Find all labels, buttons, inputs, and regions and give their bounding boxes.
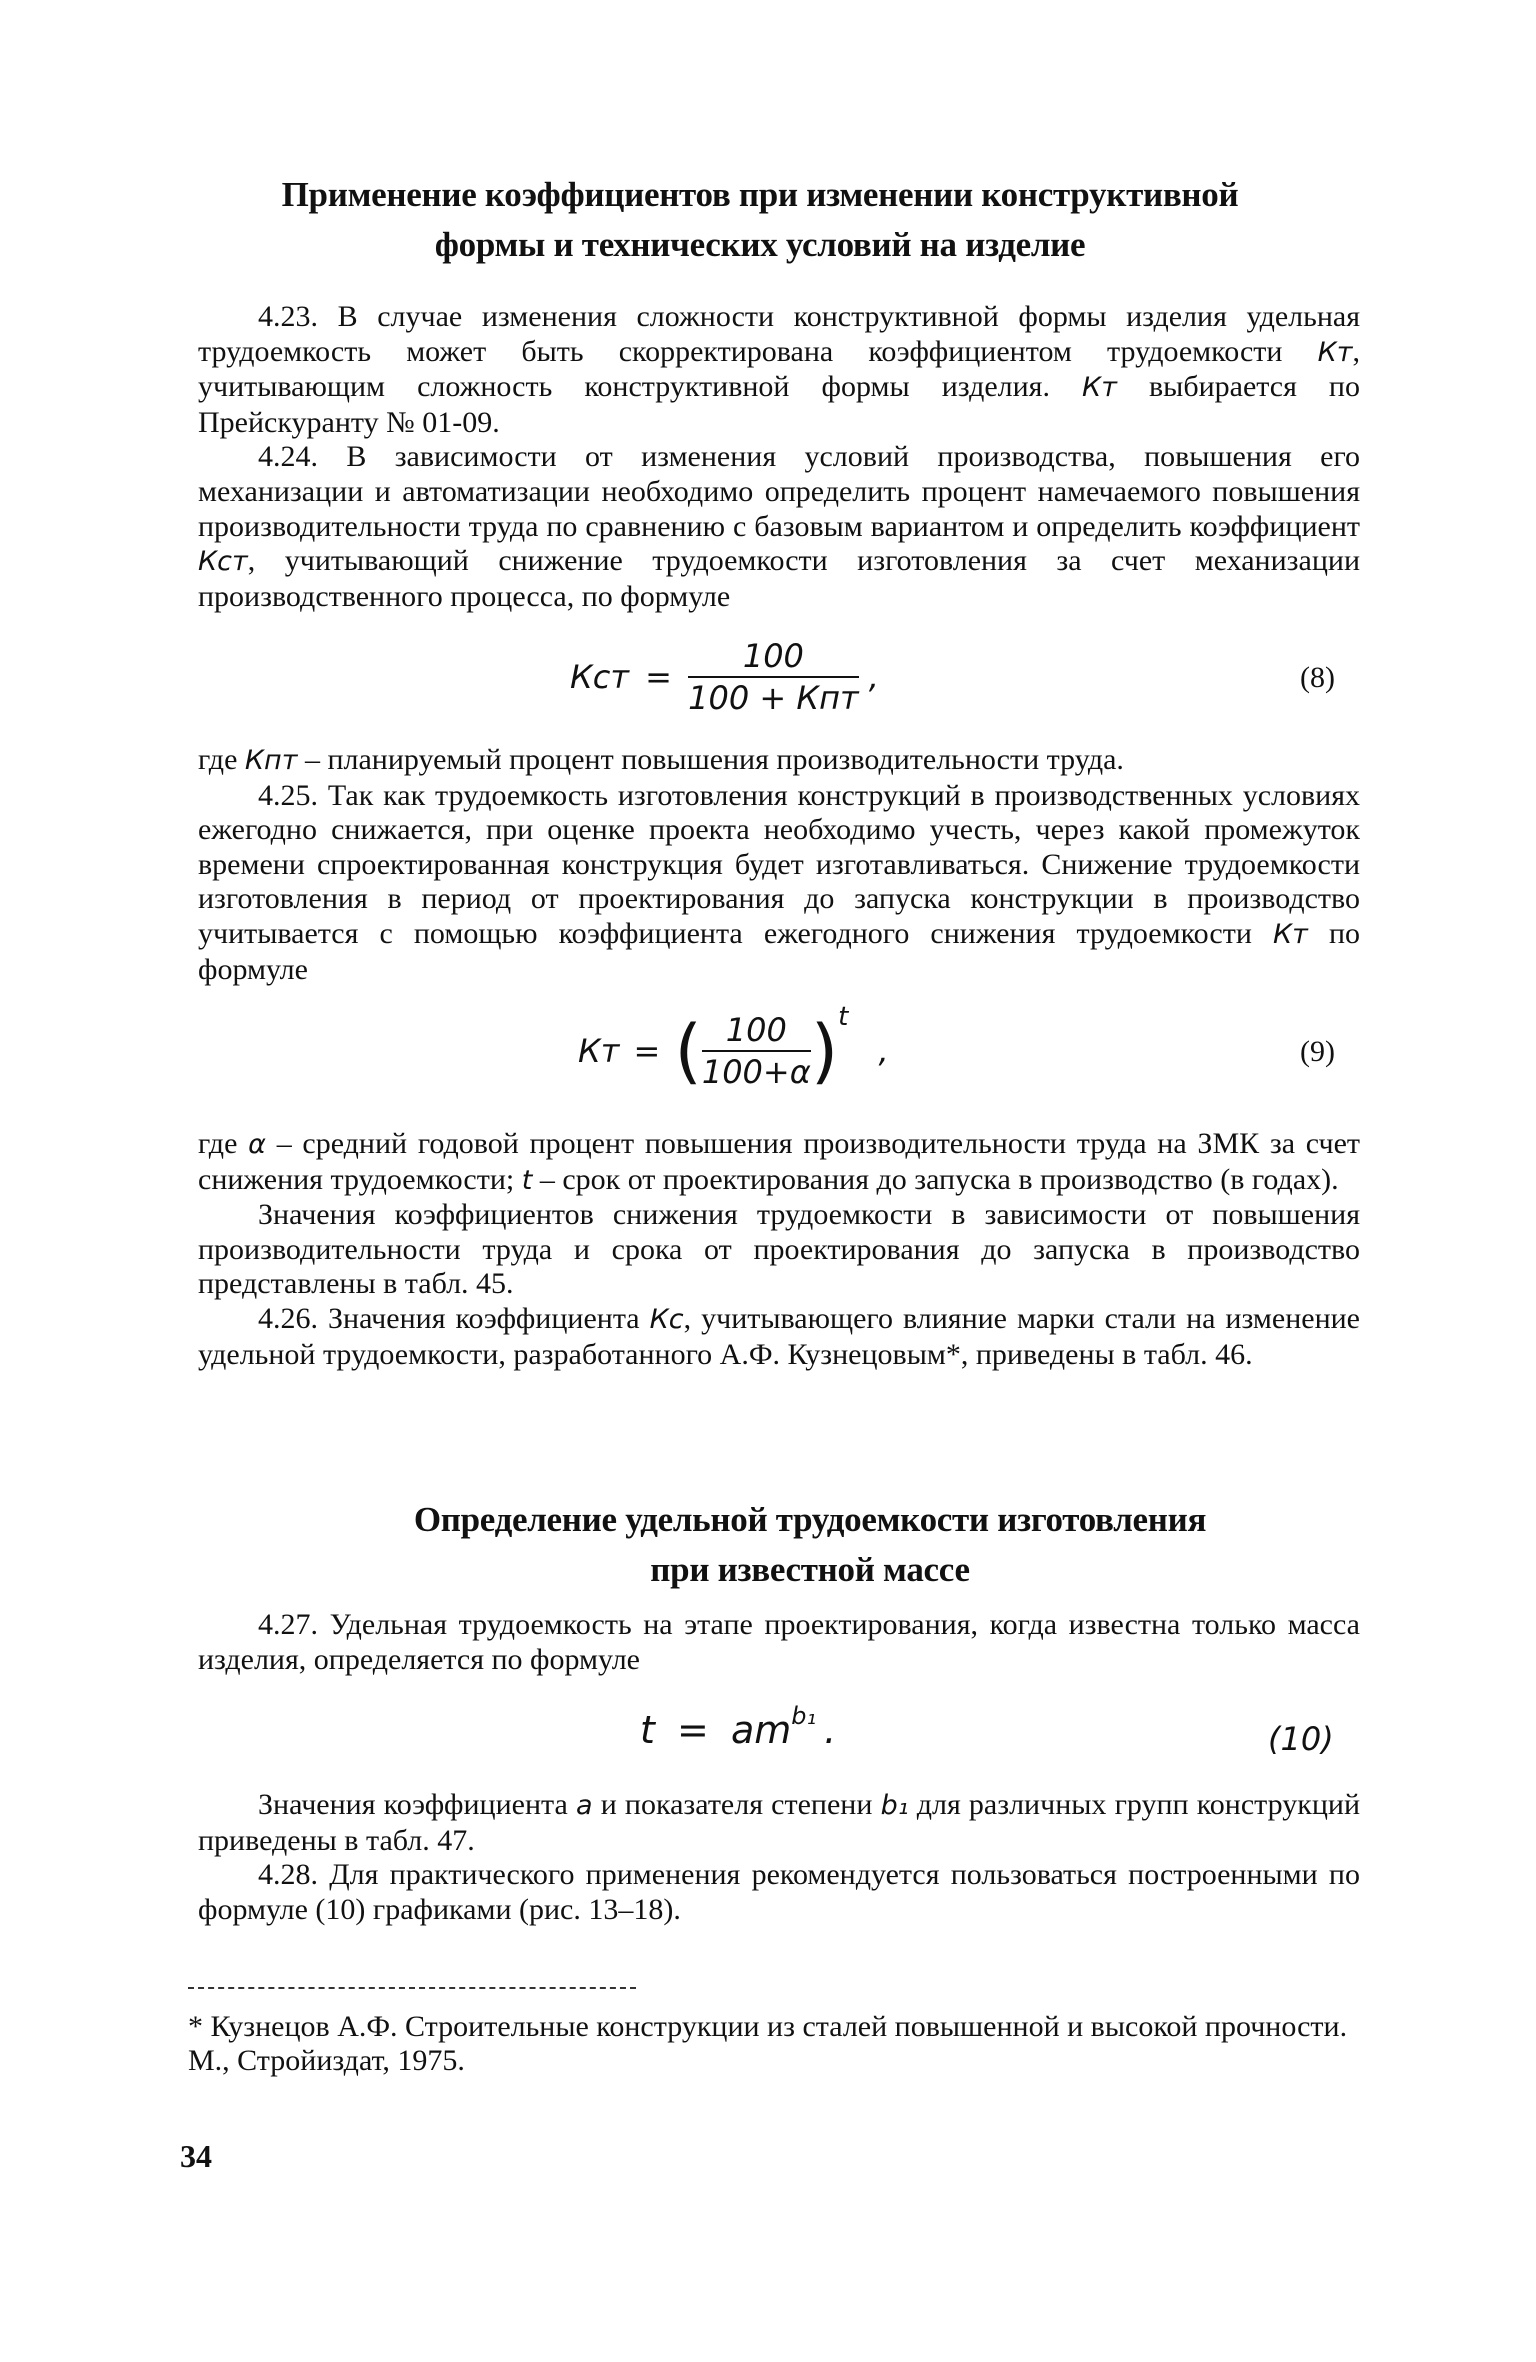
symbol-k-st: Кст: [198, 546, 248, 578]
formula-10-rhs: am: [730, 1708, 792, 1752]
section-heading-specific-labor: [260, 1495, 1360, 1595]
formula-10-equals: =: [677, 1708, 709, 1752]
formula-9-right-paren: ): [810, 1010, 839, 1092]
formula-10-number: (10): [1268, 1720, 1334, 1758]
formula-9: [578, 1002, 889, 1092]
symbol-b1: b₁: [880, 1790, 909, 1821]
formula-9-number: (9): [1300, 1035, 1335, 1068]
formula-9-lhs: Кт: [578, 1032, 620, 1070]
symbol-t: t: [521, 1164, 533, 1196]
symbol-k-t: Кт: [1082, 372, 1117, 404]
paragraph-4-26: 4.26. Значения коэффициента Кс, учитывающего влияние марки стали на изменение удельной трудоемкости, разработанного А.Ф. Кузнецовым*, приведены в табл. 46.: [198, 1301, 1360, 1371]
section-heading-line2: при известной массе: [650, 1550, 970, 1589]
formula-8: [570, 636, 879, 718]
formula-9-numerator: 100: [702, 1010, 811, 1052]
formula-10-period: .: [824, 1708, 837, 1752]
page-number: 34: [180, 2138, 212, 2174]
paragraph-table-45-values: Значения коэффициентов снижения трудоемкости в зависимости от повышения производительности труда и срока от проектирования до запуска в производство представлены в табл. 45.: [198, 1198, 1360, 1301]
paragraph-4-27: 4.27. Удельная трудоемкость на этапе проектирования, когда известна только масса изделия, определяется по формуле: [198, 1608, 1360, 1676]
paragraphs-where-8-4-25: [198, 743, 1360, 987]
symbol-alpha: α: [248, 1129, 266, 1160]
section-heading-line1: Применение коэффициентов при изменении конструктивной: [281, 175, 1239, 214]
formula-9-equals: =: [633, 1032, 661, 1070]
formula-8-number: (8): [1300, 661, 1335, 694]
symbol-k-t: Кт: [1272, 918, 1308, 950]
formula-9-left-paren: (: [674, 1010, 702, 1092]
paragraph-4-28: 4.28. Для практического применения рекомендуется пользоваться построенными по формуле (10) графиками (рис. 13–18).: [198, 1858, 1360, 1926]
formula-8-numerator: 100: [688, 636, 859, 678]
footnote: * Кузнецов А.Ф. Строительные конструкции из сталей повышенной и высокой прочности. М., Стройиздат, 1975.: [188, 2010, 1348, 2077]
formula-8-lhs: Кст: [570, 658, 629, 696]
formula-9-comma: ,: [878, 1032, 889, 1070]
formula-8-comma: ,: [868, 658, 879, 696]
symbol-a: a: [576, 1790, 593, 1821]
formula-10-lhs: t: [640, 1708, 655, 1752]
section-heading-line1: Определение удельной трудоемкости изготовления: [413, 1500, 1207, 1539]
paragraph-4-25: 4.25. Так как трудоемкость изготовления конструкций в производственных условиях ежегодно снижается, при оценке проекта необходимо учесть, через какой промежуток времени спроектированная конструкция будет изготавливаться. Снижение трудоемкости изготовления в период от проектирования до запуска конструкции в производство учитывается с помощью коэффициента ежегодного снижения трудоемкости Кт по формуле: [198, 778, 1361, 986]
paragraphs-where-9-4-26: [198, 1127, 1360, 1372]
formula-10-exponent: b₁: [791, 1702, 817, 1730]
paragraphs-coef-4-28: [198, 1788, 1360, 1927]
paragraph-4-23: 4.23. В случае изменения сложности конструктивной формы изделия удельная трудоемкость может быть скорректирована коэффициентом трудоемкости Кт, учитывающим сложность конструктивной формы изделия. Кт выбирается по Прейскуранту № 01-09.: [198, 300, 1360, 439]
symbol-k-pt: Кпт: [244, 745, 298, 776]
where-clause-9: где α – средний годовой процент повышения производительности труда на ЗМК за счет снижения трудоемкости; t – срок от проектирования до запуска в производство (в годах).: [198, 1127, 1360, 1196]
paragraph-4-24: 4.24. В зависимости от изменения условий производства, повышения его механизации и автоматизации необходимо определить процент намечаемого повышения производительности труда по сравнению с базовым вариантом и определить коэффициент Кст, учитывающий снижение трудоемкости изготовления за счет механизации производственного процесса, по формуле: [198, 440, 1360, 613]
formula-9-exponent: t: [838, 1002, 849, 1032]
symbol-k-c: Кс: [649, 1303, 684, 1335]
paragraph-4-27-block: [198, 1608, 1360, 1677]
formula-8-denominator: 100 + Кпт: [688, 679, 859, 717]
footnote-divider: [188, 1987, 636, 1989]
formula-8-equals: =: [645, 658, 672, 696]
section-heading-line2: формы и технических условий на изделие: [434, 225, 1086, 264]
where-clause-8: где Кпт – планируемый процент повышения производительности труда.: [198, 743, 1124, 776]
formula-9-fraction: [702, 1010, 811, 1092]
paragraphs-4-23-4-24: [198, 300, 1360, 614]
symbol-k-t: Кт: [1317, 336, 1353, 368]
section-heading-coefficients: [160, 170, 1360, 270]
formula-8-fraction: [688, 636, 859, 718]
paragraph-table-47-coefficients: Значения коэффициента a и показателя степени b₁ для различных групп конструкций приведены в табл. 47.: [198, 1788, 1360, 1857]
formula-9-denominator: 100+α: [701, 1053, 811, 1091]
formula-10: [640, 1702, 837, 1752]
